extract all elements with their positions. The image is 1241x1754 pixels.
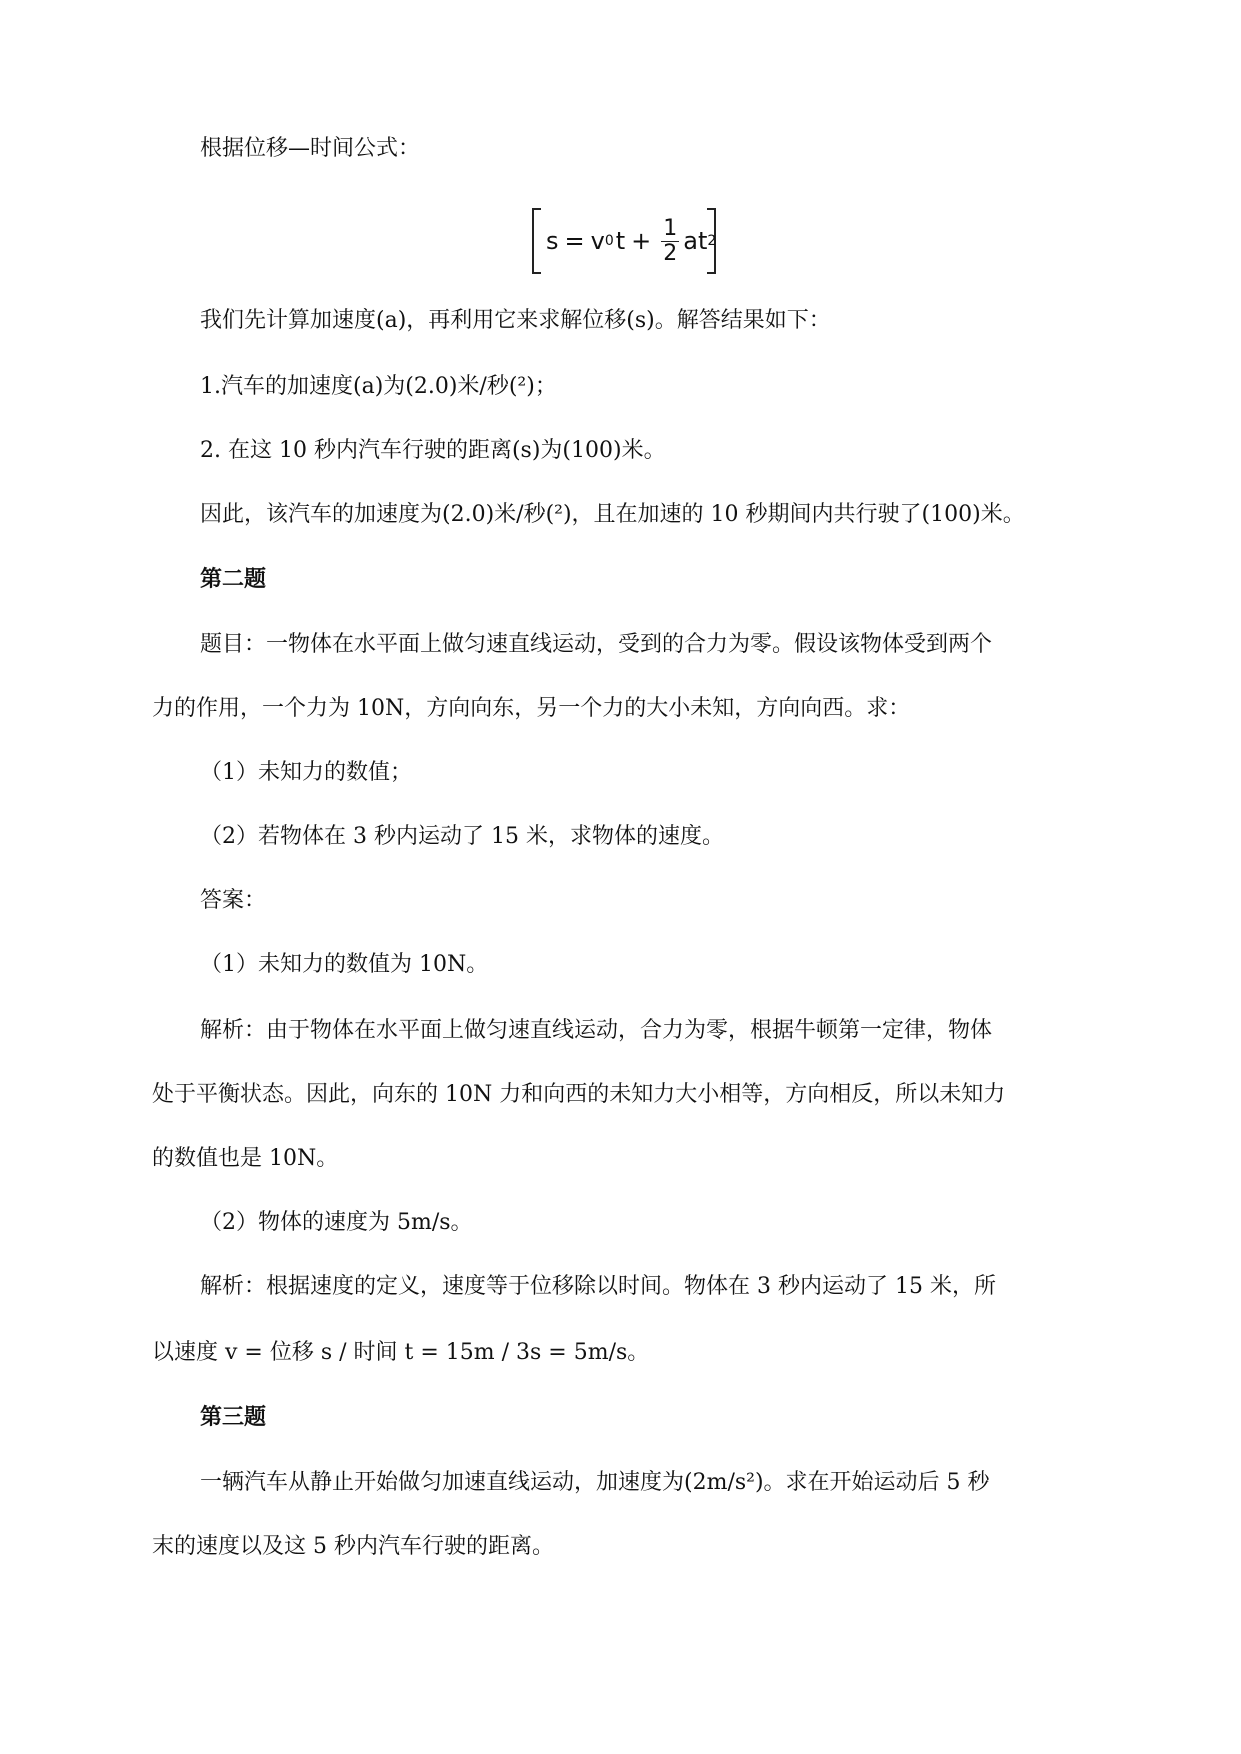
formula-lhs: s xyxy=(546,227,559,255)
formula-v-subscript: 0 xyxy=(604,233,614,249)
fraction-denominator: 2 xyxy=(663,240,678,266)
question-3-line-2: 末的速度以及这 5 秒内汽车行驶的距离。 xyxy=(152,1534,554,1559)
explanation-1-line-1: 解析：由于物体在水平面上做匀速直线运动，合力为零，根据牛顿第一定律，物体 xyxy=(200,1018,993,1043)
formula-fraction xyxy=(661,217,679,266)
answer-1: （1）未知力的数值为 10N。 xyxy=(200,952,489,977)
answer-label: 答案： xyxy=(200,888,267,913)
explanation-2-line-1: 解析：根据速度的定义，速度等于位移除以时间。物体在 3 秒内运动了 15 米，所 xyxy=(200,1274,996,1299)
result-distance: 2. 在这 10 秒内汽车行驶的距离(s)为(100)米。 xyxy=(200,438,666,463)
displacement-formula xyxy=(532,208,716,274)
fraction-numerator: 1 xyxy=(663,215,678,241)
question-2-part-2: （2）若物体在 3 秒内运动了 15 米，求物体的速度。 xyxy=(200,824,724,849)
explanation-1-line-2: 处于平衡状态。因此，向东的 10N 力和向西的未知力大小相等，方向相反，所以未知力 xyxy=(152,1082,1006,1107)
question-2-line-1: 题目：一物体在水平面上做匀速直线运动，受到的合力为零。假设该物体受到两个 xyxy=(200,632,993,657)
heading-question-3: 第三题 xyxy=(200,1404,267,1430)
formula-at: at xyxy=(683,227,708,255)
formula-t: t xyxy=(615,227,626,255)
paragraph-formula-intro: 根据位移—时间公式： xyxy=(200,136,421,161)
answer-2: （2）物体的速度为 5m/s。 xyxy=(200,1210,473,1235)
paragraph-plan: 我们先计算加速度(a)，再利用它来求解位移(s)。解答结果如下： xyxy=(200,308,831,333)
formula-body xyxy=(546,208,716,274)
explanation-1-line-3: 的数值也是 10N。 xyxy=(152,1146,339,1171)
result-acceleration: 1.汽车的加速度(a)为(2.0)米/秒(²)； xyxy=(200,374,557,399)
question-2-part-1: （1）未知力的数值； xyxy=(200,760,412,785)
explanation-2-line-2: 以速度 v = 位移 s / 时间 t = 15m / 3s = 5m/s。 xyxy=(152,1340,650,1365)
question-3-line-1: 一辆汽车从静止开始做匀加速直线运动，加速度为(2m/s²)。求在开始运动后 5 秒 xyxy=(200,1470,990,1495)
formula-equals: = xyxy=(564,227,585,255)
formula-plus: + xyxy=(631,227,652,255)
formula-v: v xyxy=(590,227,605,255)
formula-exponent: 2 xyxy=(707,233,717,249)
paragraph-conclusion: 因此，该汽车的加速度为(2.0)米/秒(²)，且在加速的 10 秒期间内共行驶了(100)米。 xyxy=(200,502,1025,527)
heading-question-2: 第二题 xyxy=(200,566,267,592)
question-2-line-2: 力的作用，一个力为 10N，方向向东，另一个力的大小未知，方向向西。求： xyxy=(152,696,911,721)
